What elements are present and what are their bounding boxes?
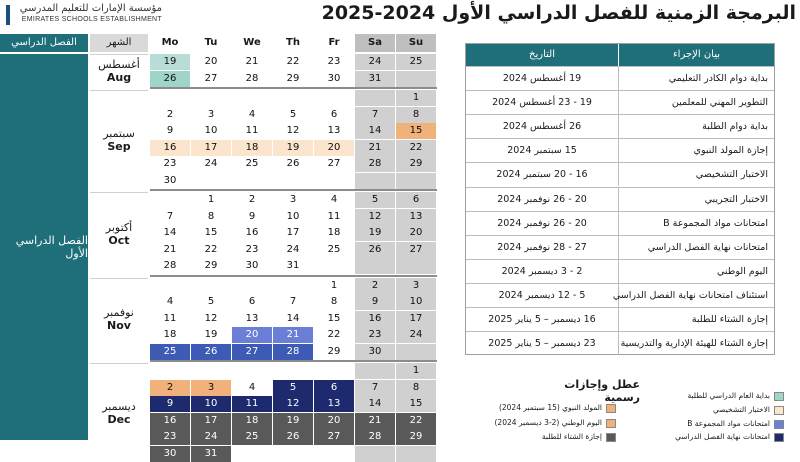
calendar-empty-cell [191,278,231,294]
events-table-header [466,44,774,66]
month-arabic: نوفمبر [104,306,134,320]
calendar-day: 19 [204,329,218,340]
logo [6,2,182,28]
calendar-week [150,140,437,156]
event-column-header: بيان الإجراء [618,44,774,66]
calendar-day: 20 [314,140,354,156]
semester-header: الفصل الدراسي [0,34,88,52]
calendar-week [150,396,437,412]
calendar-week [150,380,437,396]
calendar-day: 7 [166,210,174,222]
calendar-day: 16 [150,413,190,429]
calendar-day: 18 [327,227,341,238]
calendar-week [150,71,437,87]
calendar-day: 31 [191,446,231,462]
calendar-week [150,107,437,123]
calendar-empty-cell [273,446,313,462]
calendar-day: 16 [355,311,395,327]
logo-mark [6,5,10,25]
month-english: Dec [107,413,131,426]
calendar-day: 23 [327,56,341,67]
calendar-day: 9 [150,396,190,412]
calendar-day: 30 [355,344,395,360]
calendar-day: 26 [286,158,300,169]
calendar-day: 28 [245,72,259,84]
event-date: 20 - 26 نوفمبر 2024 [497,217,587,229]
calendar-day: 3 [396,278,436,294]
calendar-day: 11 [163,312,177,324]
calendar-day: 1 [396,90,436,106]
calendar-day: 11 [327,210,341,222]
calendar-week [150,258,437,274]
month-english: Nov [107,319,131,333]
calendar-day: 31 [355,71,395,87]
calendar-empty-cell [232,446,272,462]
event-date: 27 - 28 نوفمبر 2024 [497,241,587,253]
day-header: Mo [150,34,190,52]
legend-label: إجازة الشتاء للطلبة [541,432,602,441]
month-label [90,54,148,87]
event-date: 2 - 3 ديسمبر 2024 [501,265,583,277]
calendar-day: 20 [396,225,436,241]
calendar-week [150,54,437,70]
calendar-day: 28 [163,260,177,271]
calendar-empty-cell [273,173,313,189]
calendar-day: 7 [355,107,395,123]
month-arabic: سبتمبر [103,127,135,140]
calendar-day: 28 [273,344,313,360]
calendar [0,34,437,459]
calendar-week [150,446,437,462]
calendar-empty-cell [396,71,436,87]
calendar-empty-cell [355,173,395,189]
calendar-day: 19 [273,413,313,429]
legend-item [620,419,770,430]
calendar-day: 22 [327,329,341,340]
calendar-day: 8 [396,107,436,123]
calendar-day: 7 [289,296,297,307]
calendar-day: 29 [396,156,436,172]
calendar-week [150,123,437,139]
day-header: Fr [314,34,354,52]
legend-label: اليوم الوطني (2-3 ديسمبر 2024) [494,418,602,427]
calendar-week [150,413,437,429]
calendar-week [150,192,437,208]
table-row [466,90,774,114]
calendar-day: 18 [232,413,272,429]
calendar-day: 18 [163,329,177,340]
calendar-empty-cell [314,173,354,189]
calendar-day: 15 [396,396,436,412]
legend-swatch [774,420,784,429]
calendar-empty-cell [355,258,395,274]
calendar-day: 9 [166,125,174,136]
calendar-empty-cell [150,192,190,208]
calendar-day: 27 [396,242,436,258]
legend-label: الاختبار التشخيصي [713,405,770,414]
month-header: الشهر [90,34,148,52]
calendar-week [150,363,437,379]
day-header: Tu [191,34,231,52]
calendar-day: 7 [355,380,395,396]
calendar-day: 26 [191,344,231,360]
calendar-week [150,173,437,189]
date-column-header: التاريخ [529,49,555,60]
month-separator [150,360,437,362]
events-table [465,43,775,355]
calendar-day: 20 [232,327,272,343]
calendar-day: 4 [166,296,174,307]
calendar-day: 23 [163,158,177,169]
table-row [466,162,774,186]
event-name: إجازة الشتاء للطلبة [618,308,774,331]
calendar-day: 29 [327,345,341,357]
calendar-day: 21 [245,56,259,67]
calendar-day: 1 [207,194,215,205]
calendar-day: 2 [150,380,190,396]
month-english: Oct [108,233,130,247]
calendar-day: 22 [204,243,218,255]
calendar-day: 1 [396,363,436,379]
calendar-day: 28 [355,429,395,445]
calendar-day: 22 [396,140,436,156]
calendar-day: 26 [273,429,313,445]
calendar-day: 12 [204,312,218,324]
month-arabic: أغسطس [98,58,140,71]
calendar-day: 27 [314,429,354,445]
legend-label: بداية العام الدراسي للطلبة [687,391,770,400]
month-separator [150,275,437,277]
calendar-day: 24 [191,429,231,445]
table-row [466,235,774,259]
calendar-day: 14 [355,396,395,412]
calendar-day: 13 [245,312,259,324]
calendar-week [150,90,437,106]
logo-english: EMIRATES SCHOOLS ESTABLISHMENT [21,16,162,23]
month-label [90,192,148,275]
calendar-day: 1 [330,279,338,291]
calendar-day: 8 [330,296,338,307]
calendar-empty-cell [396,446,436,462]
calendar-day: 17 [286,227,300,238]
calendar-day: 14 [355,123,395,139]
month-separator [150,87,437,89]
calendar-empty-cell [355,446,395,462]
legend-swatch [606,433,616,442]
calendar-day: 9 [355,294,395,310]
legend-swatch [774,406,784,415]
calendar-day: 6 [248,296,256,307]
calendar-day: 11 [232,396,272,412]
event-name: الاختبار التجريبي [618,188,774,211]
calendar-day: 3 [191,380,231,396]
calendar-day: 30 [163,174,177,186]
event-date: 26 أغسطس 2024 [502,121,582,133]
calendar-empty-cell [232,363,272,379]
logo-arabic: مؤسسة الإمارات للتعليم المدرسي [19,3,162,14]
calendar-day: 10 [396,294,436,310]
event-date: 19 - 23 أغسطس 2024 [492,97,592,109]
table-row [466,331,774,355]
calendar-day: 5 [355,192,395,208]
calendar-empty-cell [314,258,354,274]
table-row [466,307,774,331]
month-label [90,363,148,462]
calendar-day: 27 [204,72,218,84]
legend-item [620,432,770,443]
legend-item [462,432,602,443]
event-name: إجازة المولد النبوي [618,139,774,162]
calendar-empty-cell [396,173,436,189]
calendar-empty-cell [273,278,313,294]
calendar-empty-cell [314,363,354,379]
event-date: 16 - 20 سبتمبر 2024 [496,169,588,181]
calendar-day: 14 [163,227,177,238]
month-label [90,90,148,189]
calendar-day: 4 [248,108,256,120]
legend-label: امتحانات مواد المجموعة B [687,419,770,428]
calendar-day: 27 [232,344,272,360]
event-date: 16 ديسمبر – 5 يناير 2025 [488,314,596,325]
calendar-day: 5 [289,108,297,120]
calendar-day: 8 [396,380,436,396]
calendar-empty-cell [232,278,272,294]
calendar-day: 28 [355,156,395,172]
calendar-day: 13 [314,396,354,412]
calendar-day: 10 [204,125,218,136]
semester-label: الفصل الدراسي الأول [0,54,88,440]
calendar-day: 25 [245,158,259,169]
calendar-empty-cell [191,90,231,106]
calendar-day: 24 [286,243,300,255]
calendar-day: 25 [327,243,341,255]
calendar-day: 12 [273,396,313,412]
calendar-day: 3 [207,108,215,120]
calendar-day: 6 [396,192,436,208]
day-header: Th [273,34,313,52]
calendar-day: 10 [286,210,300,222]
calendar-day: 5 [207,296,215,307]
calendar-empty-cell [314,446,354,462]
calendar-week [150,242,437,258]
month-english: Sep [107,140,131,153]
calendar-day: 21 [163,243,177,255]
table-row [466,283,774,307]
month-english: Aug [106,71,132,84]
calendar-week [150,225,437,241]
event-date: 19 أغسطس 2024 [502,73,582,84]
legend-swatch [774,433,784,442]
legend-item [462,418,602,429]
calendar-empty-cell [396,258,436,274]
calendar-day: 26 [150,71,190,87]
calendar-day: 29 [396,429,436,445]
calendar-day: 14 [286,312,300,324]
calendar-day: 5 [273,380,313,396]
event-name: التطوير المهني للمعلمين [618,91,774,114]
calendar-day: 16 [150,140,190,156]
calendar-day: 22 [286,56,300,67]
day-header: Sa [355,34,395,52]
calendar-day: 19 [273,140,313,156]
calendar-day: 25 [150,344,190,360]
calendar-day: 17 [191,413,231,429]
calendar-day: 2 [248,194,256,205]
event-name: استئناف امتحانات نهاية الفصل الدراسي [618,284,774,307]
calendar-day: 24 [204,158,218,169]
calendar-week [150,327,437,343]
legend-label: المولد النبوي (15 سبتمبر 2024) [498,403,602,412]
calendar-empty-cell [150,363,190,379]
calendar-empty-cell [191,173,231,189]
table-row [466,138,774,162]
calendar-day: 24 [396,327,436,343]
calendar-week [150,429,437,445]
calendar-day: 16 [245,227,259,238]
calendar-day: 15 [204,227,218,238]
event-name: الاختبار التشخيصي [618,163,774,186]
legend-item [620,391,770,402]
calendar-day: 29 [204,260,218,271]
event-name: امتحانات مواد المجموعة B [618,212,774,235]
calendar-week [150,311,437,327]
calendar-day: 2 [355,278,395,294]
month-arabic: ديسمبر [102,400,136,413]
table-row [466,66,774,90]
calendar-empty-cell [396,344,436,360]
calendar-week [150,156,437,172]
legend-swatch [774,392,784,401]
calendar-day: 9 [248,210,256,222]
calendar-day: 3 [289,194,297,205]
calendar-day: 15 [396,123,436,139]
calendar-day: 6 [330,108,338,120]
table-row [466,259,774,283]
calendar-day: 12 [286,125,300,136]
calendar-empty-cell [273,363,313,379]
calendar-day: 15 [327,312,341,324]
calendar-day: 13 [396,209,436,225]
calendar-day: 19 [355,225,395,241]
calendar-empty-cell [314,90,354,106]
event-name: إجازة الشتاء للهيئة الإدارية والتدريسية [618,332,774,355]
calendar-day: 20 [204,56,218,67]
calendar-day: 21 [355,413,395,429]
calendar-day: 8 [207,210,215,222]
calendar-empty-cell [273,90,313,106]
calendar-day: 19 [150,54,190,70]
month-label [90,278,148,361]
calendar-day: 25 [396,54,436,70]
calendar-empty-cell [355,363,395,379]
event-date: 23 ديسمبر – 5 يناير 2025 [488,338,596,350]
calendar-day: 20 [314,413,354,429]
calendar-day: 17 [191,140,231,156]
legend-title: عطل وإجازات رسمية [564,378,640,404]
calendar-empty-cell [150,90,190,106]
calendar-week [150,209,437,225]
event-name: امتحانات نهاية الفصل الدراسي [618,236,774,259]
calendar-empty-cell [191,363,231,379]
calendar-empty-cell [232,173,272,189]
calendar-week [150,278,437,294]
legend-item [462,403,602,414]
calendar-day: 10 [191,396,231,412]
calendar-day: 29 [286,72,300,84]
calendar-day: 26 [355,242,395,258]
event-date: 5 - 12 ديسمبر 2024 [498,289,586,301]
month-separator [150,189,437,191]
table-row [466,114,774,138]
table-row [466,211,774,235]
calendar-day: 4 [248,381,256,393]
calendar-day: 13 [327,125,341,136]
event-date: 20 - 26 نوفمبر 2024 [497,193,587,205]
page-title: البرمجة الزمنية للفصل الدراسي الأول 2024-2025 [321,2,796,24]
calendar-day: 6 [314,380,354,396]
calendar-empty-cell [150,278,190,294]
event-name: اليوم الوطني [618,260,774,283]
calendar-day: 21 [355,140,395,156]
calendar-day: 2 [166,108,174,120]
calendar-day: 4 [330,194,338,205]
calendar-day: 24 [355,54,395,70]
day-header: We [232,34,272,52]
event-name: بداية دوام الطلبة [618,115,774,138]
table-row [466,187,774,211]
calendar-day: 22 [396,413,436,429]
calendar-day: 25 [232,429,272,445]
calendar-empty-cell [232,90,272,106]
legend-swatch [606,404,616,413]
calendar-day: 23 [245,243,259,255]
calendar-day: 11 [245,125,259,136]
calendar-week [150,344,437,360]
calendar-day: 30 [327,72,341,84]
calendar-day: 12 [355,209,395,225]
calendar-day: 23 [150,429,190,445]
calendar-day: 30 [245,260,259,271]
calendar-day: 27 [327,158,341,169]
legend-item [620,405,770,416]
legend-label: امتحانات نهاية الفصل الدراسي [675,432,770,441]
calendar-day: 31 [286,260,300,271]
day-header: Su [396,34,436,52]
event-date: 15 سبتمبر 2024 [507,145,577,157]
calendar-week [150,294,437,310]
calendar-day: 18 [232,140,272,156]
calendar-day: 23 [355,327,395,343]
calendar-day: 21 [273,327,313,343]
month-arabic: أكتوبر [105,220,133,234]
calendar-day: 30 [150,446,190,462]
event-name: بداية دوام الكادر التعليمي [618,67,774,90]
calendar-day: 17 [396,311,436,327]
legend-swatch [606,419,616,428]
calendar-empty-cell [355,90,395,106]
